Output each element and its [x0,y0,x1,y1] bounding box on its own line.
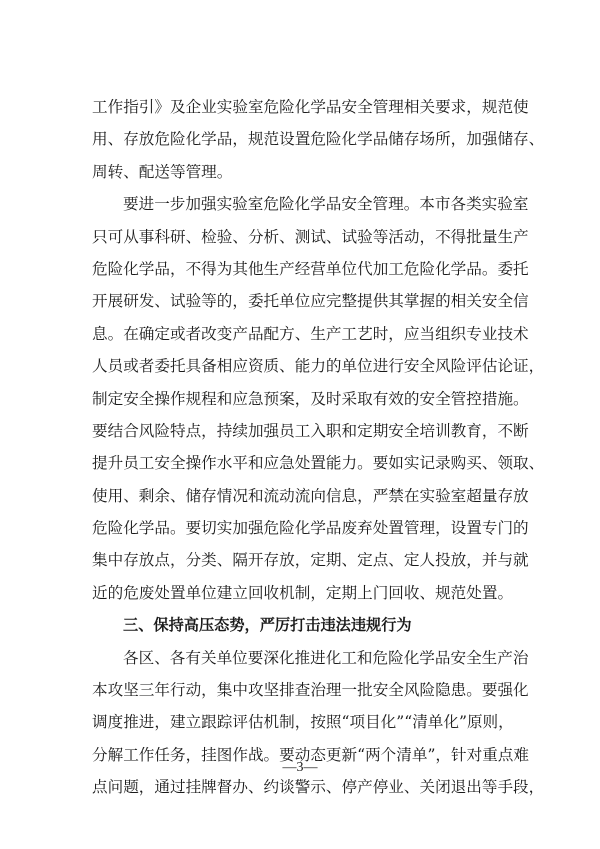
text-line: 工作指引》及企业实验室危险化学品安全管理相关要求，规范使 [92,98,529,116]
body-text [92,91,545,804]
text-line: 危险化学品。要切实加强危险化学品废弃处置管理，设置专门的 [92,519,529,538]
text-line: 危险化学品，不得为其他生产经营单位代加工危险化学品。委托 [92,259,529,278]
text-line: 人员或者委托具备相应资质、能力的单位进行安全风险评估论证， [92,357,545,376]
text-line: 各区、各有关单位要深化推进化工和危险化学品安全生产治 [123,648,529,667]
text-line: 提升员工安全操作水平和应急处置能力。要如实记录购买、领取、 [92,454,545,473]
text-line: 开展研发、试验等的，委托单位应完整提供其掌握的相关安全信 [92,292,529,311]
text-line: 息。在确定或者改变产品配方、生产工艺时，应当组织专业技术 [92,324,529,343]
text-line: 周转、配送等管理。 [92,162,233,181]
paragraph-lab-safety [92,188,545,609]
text-line: 只可从事科研、检验、分析、测试、试验等活动，不得批量生产 [92,227,529,246]
text-line: 本攻坚三年行动，集中攻坚排查治理一批安全风险隐患。要强化 [92,681,529,700]
page-number: —3— [282,760,318,775]
text-line: 分解工作任务，挂图作战。要动态更新“两个清单”，针对重点难 [92,745,529,764]
text-line: 调度推进，建立跟踪评估机制，按照“项目化”“清单化”原则， [92,713,514,732]
paragraph-continuation [92,91,545,188]
paragraph-campaign [92,642,545,804]
text-line: 集中存放点，分类、隔开存放，定期、定点、定人投放，并与就 [92,551,529,570]
text-line: 制定安全操作规程和应急预案，及时采取有效的安全管控措施。 [92,389,529,408]
section-heading [92,609,510,641]
text-line: 要进一步加强实验室危险化学品安全管理。本市各类实验室 [123,195,529,214]
section-heading-text: 三、保持高压态势，严厉打击违法违规行为 [123,616,412,635]
text-line: 要结合风险特点，持续加强员工入职和定期安全培训教育，不断 [92,421,529,440]
text-line: 点问题，通过挂牌督办、约谈警示、停产停业、关闭退出等手段， [92,778,545,797]
text-line: 近的危废处置单位建立回收机制，定期上门回收、规范处置。 [92,583,514,602]
text-line: 使用、剩余、储存情况和流动流向信息，严禁在实验室超量存放 [92,486,529,505]
text-line: 用、存放危险化学品，规范设置危险化学品储存场所，加强储存、 [92,130,545,149]
